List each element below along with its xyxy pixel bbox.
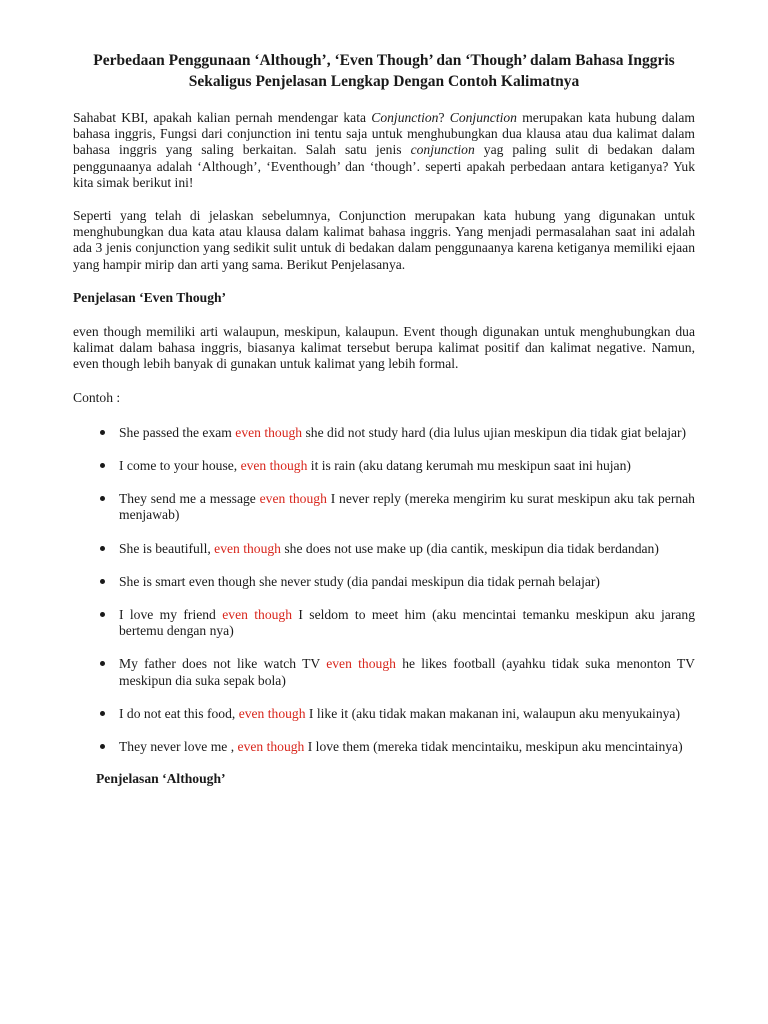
example-text: she does not use make up (dia cantik, meskipun dia tidak berdandan) bbox=[280, 540, 659, 556]
intro-paragraph bbox=[73, 110, 695, 191]
example-text: I love them (mereka tidak mencintaiku, meskipun aku mencintainya) bbox=[304, 739, 683, 755]
intro-text-c: merupakan kata hubung dalam bahasa inggris, Fungsi dari conjunction ini tentu saja untuk menghubungkan dua klausa atau dua kalimat dalam bahasa inggris yang saling berkaitan. Salah satu jenis bbox=[73, 110, 695, 158]
document-title: Perbedaan Penggunaan ‘Although’, ‘Even Though’ dan ‘Though’ dalam Bahasa Inggris Sekaligus Penjelasan Lengkap Dengan Contoh Kalimatnya bbox=[93, 52, 675, 90]
section-heading-even-though: Penjelasan ‘Even Though’ bbox=[73, 289, 227, 305]
example-text: I love my friend bbox=[119, 607, 223, 623]
intro-text-b: ? bbox=[438, 110, 450, 125]
example-text: She passed the exam bbox=[119, 424, 236, 440]
example-text: I seldom to meet him (aku mencintai temanku meskipun aku jarang bertemu dengan nya) bbox=[119, 607, 695, 639]
example-text: I like it (aku tidak makan makanan ini, walaupun aku menyukainya) bbox=[305, 705, 680, 721]
example-text: She is smart even though she never study (dia pandai meskipun dia tidak pernah belajar) bbox=[119, 573, 600, 589]
list-item bbox=[73, 607, 695, 639]
example-highlight: even though bbox=[259, 491, 327, 507]
example-text: They send me a message bbox=[119, 491, 260, 507]
example-label: Contoh : bbox=[73, 389, 121, 405]
example-text: She is beautifull, bbox=[119, 540, 215, 556]
example-list bbox=[73, 425, 695, 755]
example-highlight: even though bbox=[240, 458, 308, 474]
bullet-icon bbox=[100, 711, 105, 716]
example-text: he likes football (ayahku tidak suka menonton TV meskipun dia suka sepak bola) bbox=[119, 656, 695, 688]
intro-text-a: Sahabat KBI, apakah kalian pernah mendengar kata bbox=[73, 110, 372, 125]
intro-text-d: yag paling sulit di bedakan dalam penggunaanya adalah ‘Although’, ‘Eventhough’ dan ‘though’. seperti apakah perbedaan antara ketiganya? Yuk kita simak berikut ini! bbox=[73, 142, 695, 190]
list-item bbox=[73, 739, 695, 755]
bullet-icon bbox=[100, 546, 105, 551]
intro-term-2: Conjunction bbox=[449, 110, 517, 125]
example-highlight: even though bbox=[326, 656, 396, 672]
example-text: I come to your house, bbox=[119, 458, 241, 474]
bullet-icon bbox=[100, 496, 105, 501]
example-text: I never reply (mereka mengirim ku surat meskipun aku tak pernah menjawab) bbox=[119, 491, 695, 523]
intro-term-3: conjunction bbox=[410, 142, 475, 158]
list-item bbox=[73, 656, 695, 688]
bullet-icon bbox=[100, 579, 105, 584]
section-heading-although: Penjelasan ‘Although’ bbox=[96, 771, 226, 787]
example-highlight: even though bbox=[222, 607, 293, 623]
even-though-explanation: even though memiliki arti walaupun, meskipun, kalaupun. Event though digunakan untuk menghubungkan dua kalimat dalam bahasa inggris, biasanya kalimat tersebut berupa kalimat positif dan kalimat negative. Namun, even though lebih banyak di gunakan untuk kalimat yang lebih formal. bbox=[73, 324, 695, 372]
list-item bbox=[73, 706, 695, 722]
bullet-icon bbox=[100, 430, 105, 435]
example-highlight: even though bbox=[238, 705, 306, 721]
example-text: My father does not like watch TV bbox=[119, 656, 327, 672]
bullet-icon bbox=[100, 744, 105, 749]
example-highlight: even though bbox=[237, 739, 305, 755]
list-item bbox=[73, 574, 695, 590]
example-text: it is rain (aku datang kerumah mu meskipun saat ini hujan) bbox=[307, 458, 631, 474]
list-item bbox=[73, 425, 695, 441]
example-highlight: even though bbox=[214, 540, 281, 556]
bullet-icon bbox=[100, 463, 105, 468]
bullet-icon bbox=[100, 612, 105, 617]
example-text: I do not eat this food, bbox=[119, 705, 239, 721]
example-text: They never love me , bbox=[119, 739, 238, 755]
list-item bbox=[73, 541, 695, 557]
example-highlight: even though bbox=[235, 424, 303, 440]
bullet-icon bbox=[100, 661, 105, 666]
intro-term-1: Conjunction bbox=[371, 110, 439, 125]
example-text: she did not study hard (dia lulus ujian meskipun dia tidak giat belajar) bbox=[302, 424, 687, 440]
second-paragraph: Seperti yang telah di jelaskan sebelumnya, Conjunction merupakan kata hubung yang digunakan untuk menghubungkan dua kata atau klausa dalam kalimat bahasa inggris. Yang menjadi permasalahan saat ini adalah ada 3 jenis conjunction yang sedikit sulit untuk di bedakan dalam penggunaanya karena ketiganya memiliki ejaan yang hampir mirip dan arti yang sama. Berikut Penjelasanya. bbox=[73, 208, 695, 272]
list-item bbox=[73, 491, 695, 523]
list-item bbox=[73, 458, 695, 474]
